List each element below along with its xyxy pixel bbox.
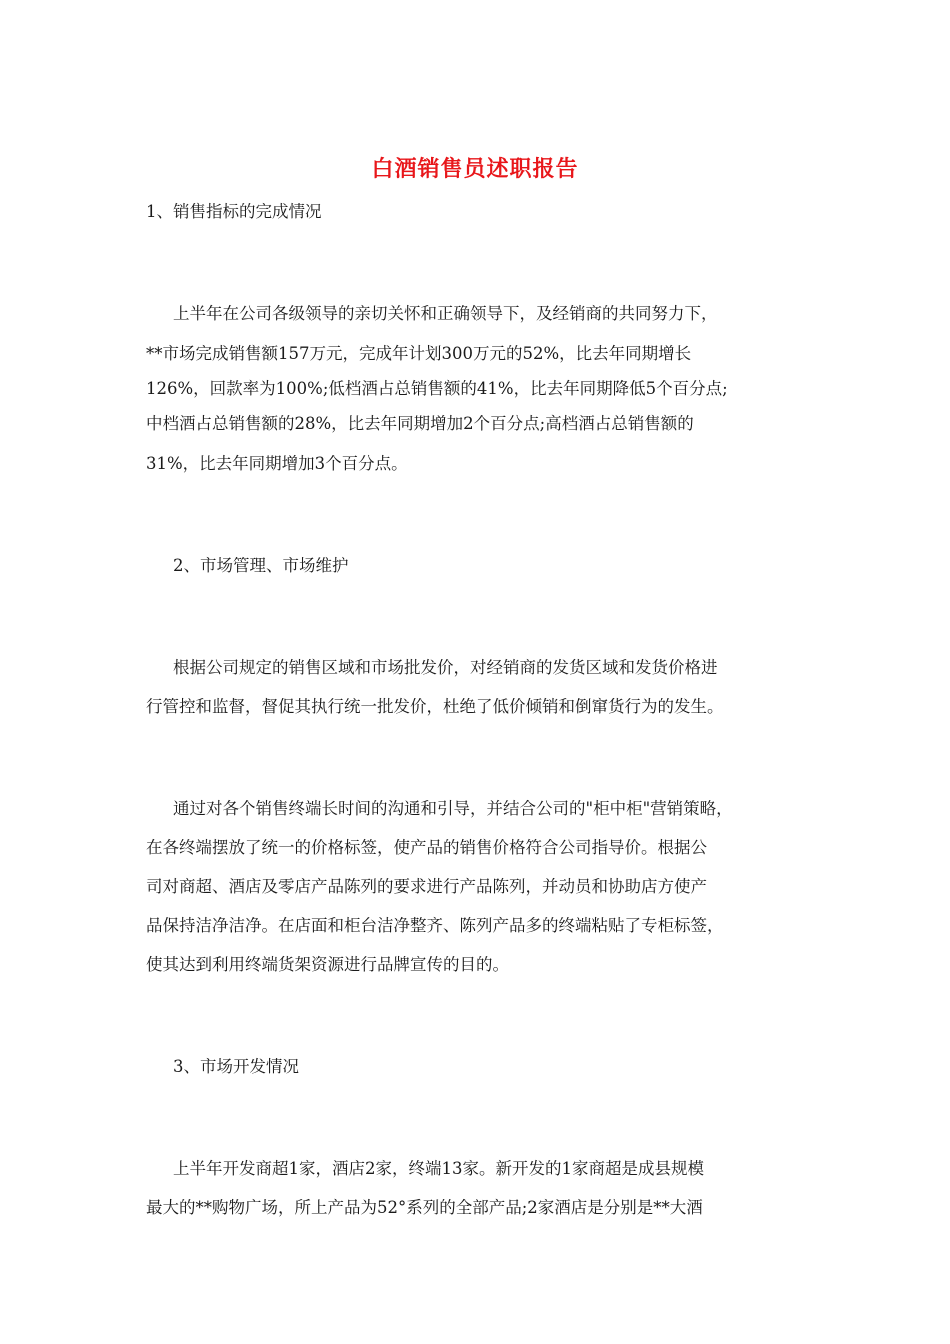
paragraph-line: 126%，回款率为100%;低档酒占总销售额的41%，比去年同期降低5个百分点; xyxy=(146,379,728,398)
paragraph-line: 通过对各个销售终端长时间的沟通和引导，并结合公司的"柜中柜"营销策略， xyxy=(173,799,733,818)
paragraph-line: 31%，比去年同期增加3个百分点。 xyxy=(146,454,408,473)
paragraph-line: 上半年在公司各级领导的亲切关怀和正确领导下，及经销商的共同努力下， xyxy=(173,304,718,323)
paragraph-line: 中档酒占总销售额的28%，比去年同期增加2个百分点;高档酒占总销售额的 xyxy=(146,414,694,433)
paragraph-line: 行管控和监督，督促其执行统一批发价，杜绝了低价倾销和倒窜货行为的发生。 xyxy=(146,697,724,716)
section-heading-3: 3、市场开发情况 xyxy=(173,1057,299,1076)
paragraph-line: **市场完成销售额157万元，完成年计划300万元的52%，比去年同期增长 xyxy=(146,344,692,363)
paragraph-line: 根据公司规定的销售区域和市场批发价，对经销商的发货区域和发货价格进 xyxy=(173,658,718,677)
document-title: 白酒销售员述职报告 xyxy=(371,156,579,182)
paragraph-line: 最大的**购物广场，所上产品为52°系列的全部产品;2家酒店是分别是**大酒 xyxy=(146,1198,703,1217)
paragraph-line: 在各终端摆放了统一的价格标签，使产品的销售价格符合公司指导价。根据公 xyxy=(146,838,707,857)
section-heading-1: 1、销售指标的完成情况 xyxy=(146,202,322,221)
paragraph-line: 上半年开发商超1家，酒店2家，终端13家。新开发的1家商超是成县规模 xyxy=(173,1159,704,1178)
paragraph-line: 使其达到利用终端货架资源进行品牌宣传的目的。 xyxy=(146,955,509,974)
section-heading-2: 2、市场管理、市场维护 xyxy=(173,556,349,575)
paragraph-line: 司对商超、酒店及零店产品陈列的要求进行产品陈列，并动员和协助店方使产 xyxy=(146,877,707,896)
paragraph-line: 品保持洁净洁净。在店面和柜台洁净整齐、陈列产品多的终端粘贴了专柜标签， xyxy=(146,916,724,935)
